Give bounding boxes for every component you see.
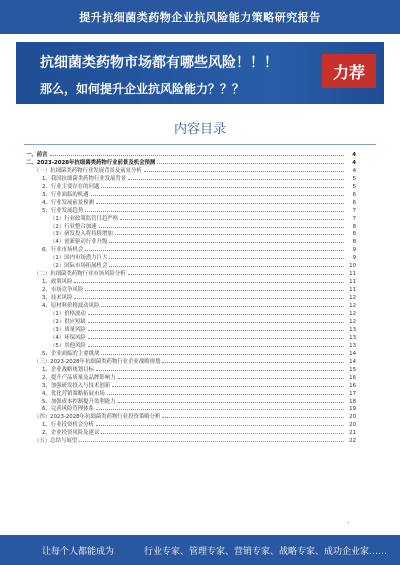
toc-entry-page: 13 (349, 326, 356, 333)
toc-leader-dots (120, 219, 344, 220)
toc-entry[interactable] (26, 198, 356, 206)
promo-banner (16, 42, 384, 104)
toc-leader-dots (74, 282, 344, 283)
toc-entry-page: 4 (352, 151, 356, 158)
toc-leader-dots (157, 163, 344, 164)
toc-entry-page: 16 (349, 382, 356, 389)
report-header-bar (0, 0, 400, 34)
toc-entry-label: 2、企业投资风险及建议 (42, 430, 100, 437)
toc-entry-page: 12 (349, 311, 356, 318)
toc-entry-page: 4 (352, 167, 356, 174)
toc-leader-dots (85, 250, 344, 251)
toc-entry-label: （1）价格波动 (50, 311, 86, 318)
toc-entry-page: 13 (349, 342, 356, 349)
toc-entry-page: 18 (349, 398, 356, 405)
toc-entry[interactable] (26, 293, 356, 301)
recommend-badge: 力荐 (322, 54, 376, 88)
toc-leader-dots (96, 425, 344, 426)
toc-entry-label: 3、加强研发投入与技术创新 (42, 382, 111, 389)
toc-entry-label: （1）国内市场潜力巨大 (50, 255, 108, 262)
toc-entry[interactable] (26, 325, 356, 333)
toc-leader-dots (109, 242, 344, 243)
toc-entry-label: 1、政策风险 (42, 279, 73, 286)
toc-leader-dots (162, 362, 344, 363)
toc-entry-page: 9 (352, 255, 356, 262)
toc-leader-dots (85, 211, 344, 212)
toc-entry[interactable] (26, 333, 356, 341)
toc-entry-label: 1、行业投资机会分析 (42, 422, 94, 429)
toc-leader-dots (101, 306, 344, 307)
toc-entry[interactable] (26, 150, 356, 158)
footer-roles: 行业专家、管理专家、营销专家、战略专家、成功企业家…… (144, 546, 388, 557)
toc-entry[interactable] (26, 285, 356, 293)
toc-entry-page: 12 (349, 295, 356, 302)
toc-leader-dots (144, 171, 344, 172)
toc-entry-label: 一、前言 (26, 151, 48, 158)
toc-entry[interactable] (26, 365, 356, 373)
toc-entry-label: 5、加强成本控制提升盈利能力 (42, 398, 116, 405)
toc-entry[interactable] (26, 214, 356, 222)
toc-entry[interactable] (26, 381, 356, 389)
toc-entry-page: 7 (352, 215, 356, 222)
toc-leader-dots (88, 322, 344, 323)
toc-entry[interactable] (26, 253, 356, 261)
toc-entry-page: 6 (352, 199, 356, 206)
toc-leader-dots (112, 386, 344, 387)
toc-entry-page: 16 (349, 374, 356, 381)
toc-entry-label: （一）抗细菌类药物行业发展背景及前景分析 (34, 167, 142, 174)
banner-subheadline: 那么，如何提升企业抗风险能力？？？ (40, 82, 245, 96)
toc-entry[interactable] (26, 420, 356, 428)
toc-entry-label: 3、技术风险 (42, 295, 73, 302)
toc-entry-label: 2、行业主要存在的问题 (42, 183, 100, 190)
toc-leader-dots (96, 370, 344, 371)
toc-leader-dots (88, 338, 344, 339)
toc-entry-page: 5 (352, 183, 356, 190)
toc-entry-label: （三）2023-2028年抗细菌类药物行业企业战略规划 (34, 358, 161, 365)
toc-leader-dots (50, 155, 344, 156)
report-title: 提升抗细菌类药物企业抗风险能力策略研究报告 (79, 11, 321, 24)
toc-entry-page: 22 (349, 438, 356, 445)
toc-leader-dots (128, 179, 344, 180)
toc-entry[interactable] (26, 428, 356, 436)
toc-leader-dots (115, 234, 344, 235)
toc-entry[interactable] (26, 222, 356, 230)
toc-entry-label: 二、2023-2028年抗细菌类药物行业前景及机会预测 (26, 159, 156, 166)
toc-entry[interactable] (26, 269, 356, 277)
toc-entry[interactable] (26, 357, 356, 365)
toc-entry-label: 2、提升产品质量及品牌影响力 (42, 374, 116, 381)
toc-entry-label: 5、行业发展趋势 (42, 207, 84, 214)
toc-entry-page: 20 (349, 422, 356, 429)
toc-entry[interactable] (26, 277, 356, 285)
toc-entry-page: 17 (349, 390, 356, 397)
toc-title: 内容目录 (173, 122, 226, 137)
page-marker: . (347, 516, 350, 525)
toc-entry-page: 15 (349, 366, 356, 373)
toc-entry-page: 7 (352, 207, 356, 214)
toc-leader-dots (128, 274, 344, 275)
toc-entry-label: 4、原材料价格波动风险 (42, 303, 100, 310)
toc-entry[interactable] (26, 237, 356, 245)
toc-entry-label: （五）总结与展望 (34, 438, 78, 445)
toc-entry-label: （4）环保风险 (50, 334, 86, 341)
toc-entry[interactable] (26, 412, 356, 420)
toc-leader-dots (162, 417, 344, 418)
toc-entry-page: 19 (349, 406, 356, 413)
toc-entry-page: 11 (349, 279, 356, 286)
toc-entry-label: 1、企业战略规划目标 (42, 366, 94, 373)
toc-entry-page: 11 (349, 287, 356, 294)
toc-entry[interactable] (26, 261, 356, 269)
toc-entry-label: 6、行业市场机会 (42, 247, 84, 254)
toc-leader-dots (88, 330, 344, 331)
toc-entry-page: 8 (352, 223, 356, 230)
toc-entry[interactable] (26, 309, 356, 317)
toc-leader-dots (109, 266, 344, 267)
toc-entry-label: 2、市场竞争风险 (42, 287, 84, 294)
toc-leader-dots (101, 354, 344, 355)
toc-entry-page: 6 (352, 191, 356, 198)
toc-entry[interactable] (26, 245, 356, 253)
toc-entry-label: （2）行业整合加速 (50, 223, 97, 230)
toc-leader-dots (85, 290, 344, 291)
toc-entry-page: 12 (349, 303, 356, 310)
toc-leader-dots (96, 203, 344, 204)
toc-entry[interactable] (26, 166, 356, 174)
toc-entry[interactable] (26, 317, 356, 325)
toc-leader-dots (88, 346, 344, 347)
toc-entry-label: 4、优化营销策略拓展市场 (42, 390, 105, 397)
toc-entry-label: 1、我国抗细菌类药物行业发展背景 (42, 175, 127, 182)
toc-leader-dots (91, 195, 344, 196)
toc-entry[interactable] (26, 405, 356, 413)
banner-headline: 抗细菌类药物市场都有哪些风险！！！ (40, 55, 278, 71)
toc-leader-dots (107, 394, 344, 395)
toc-entry-label: 4、行业发展前景预测 (42, 199, 94, 206)
footer-slogan: 让每个人都能成为 (42, 546, 115, 557)
toc-entry-label: （四）2023-2028年抗细菌类药物行业投资策略分析 (34, 414, 161, 421)
toc-entry[interactable] (26, 174, 356, 182)
toc-entry[interactable] (26, 436, 356, 444)
toc-entry-label: （1）行业政策监管日趋严格 (50, 215, 119, 222)
toc-entry[interactable] (26, 206, 356, 214)
toc-entry-label: 3、行业面临的机遇 (42, 191, 89, 198)
toc-entry-page: 13 (349, 334, 356, 341)
toc-entry-page: 10 (349, 263, 356, 270)
toc-leader-dots (109, 258, 344, 259)
toc-entry-label: （二）抗细菌类药物行业市场风险分析 (34, 271, 126, 278)
toc-entry-label: （2）供应短缺 (50, 318, 86, 325)
toc-entry[interactable] (26, 341, 356, 349)
toc-leader-dots (118, 402, 344, 403)
toc-entry[interactable] (26, 373, 356, 381)
toc-entry-label: 5、企业面临的主要挑战 (42, 350, 100, 357)
toc-entry-page: 21 (349, 430, 356, 437)
toc-entry-label: （4）创新驱动行业升级 (50, 239, 108, 246)
toc-leader-dots (74, 298, 344, 299)
footer-bar (0, 535, 400, 565)
toc-entry-page: 5 (352, 175, 356, 182)
toc-entry-page: 14 (349, 350, 356, 357)
toc-entry[interactable] (26, 349, 356, 357)
toc-entry-page: 8 (352, 231, 356, 238)
toc-entry[interactable] (26, 158, 356, 166)
toc-entry-label: （2）国际市场拓展机会 (50, 263, 108, 270)
toc-entry-label: （3）质量风险 (50, 326, 86, 333)
toc-leader-dots (96, 409, 344, 410)
toc-entry[interactable] (26, 182, 356, 190)
table-of-contents (26, 150, 356, 444)
toc-entry-page: 11 (349, 271, 356, 278)
toc-leader-dots (99, 227, 344, 228)
toc-entry-page: 14 (349, 358, 356, 365)
toc-leader-dots (101, 187, 344, 188)
toc-divider (24, 144, 376, 145)
toc-entry-label: （5）其他风险 (50, 342, 86, 349)
toc-entry-page: 20 (349, 414, 356, 421)
toc-entry-page: 9 (352, 247, 356, 254)
toc-entry[interactable] (26, 389, 356, 397)
toc-entry-label: （3）研发投入将持续增加 (50, 231, 113, 238)
toc-entry-page: 8 (352, 239, 356, 246)
toc-leader-dots (118, 378, 344, 379)
toc-leader-dots (88, 314, 344, 315)
toc-entry[interactable] (26, 190, 356, 198)
toc-entry-page: 12 (349, 318, 356, 325)
toc-entry[interactable] (26, 301, 356, 309)
toc-entry[interactable] (26, 397, 356, 405)
toc-entry[interactable] (26, 230, 356, 238)
toc-leader-dots (79, 441, 344, 442)
toc-leader-dots (101, 433, 344, 434)
toc-entry-page: 4 (352, 159, 356, 166)
toc-entry-label: 6、完善风险管理体系 (42, 406, 94, 413)
